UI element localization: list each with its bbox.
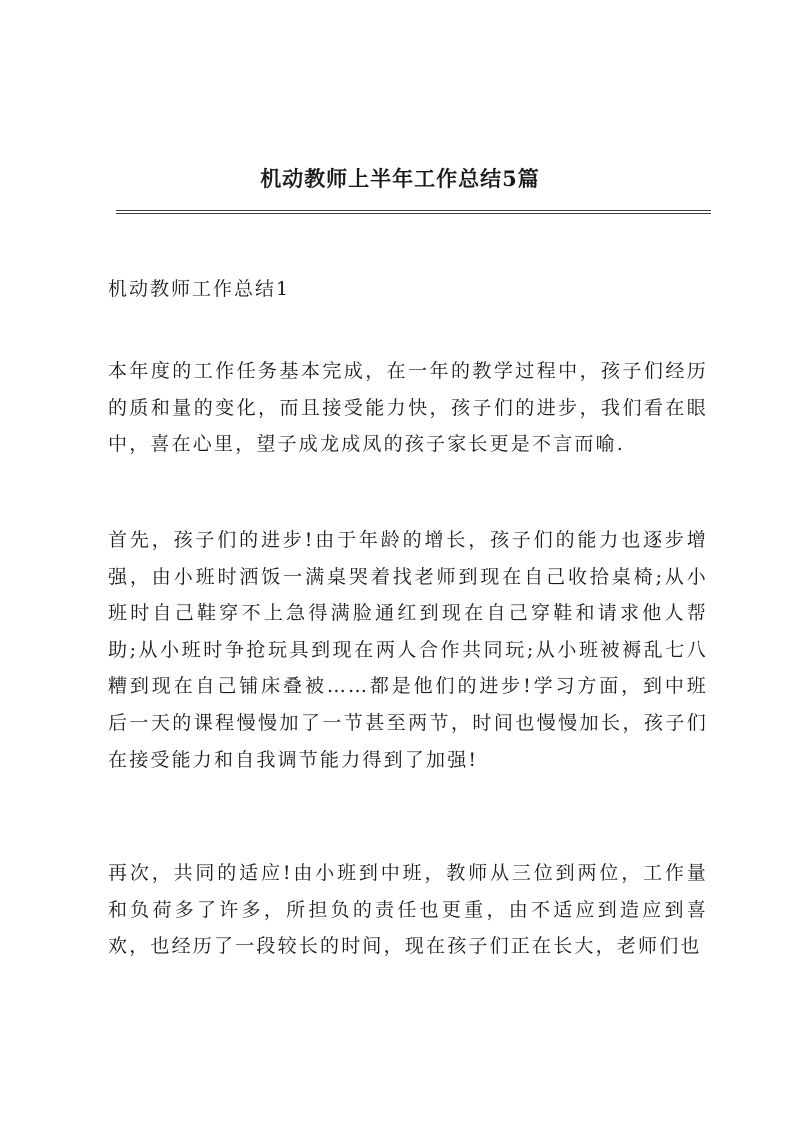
document-title: 机动教师上半年工作总结5篇	[260, 166, 540, 191]
paragraph-intro: 本年度的工作任务基本完成，在一年的教学过程中，孩子们经历的质和量的变化，而且接受能力快，孩子们的进步，我们看在眼中，喜在心里，望子成龙成凤的孩子家长更是不言而喻.	[108, 360, 708, 456]
title-divider	[116, 210, 711, 214]
section-heading: 机动教师工作总结1	[108, 278, 291, 300]
paragraph-adaptation: 再次，共同的适应!由小班到中班，教师从三位到两位，工作量和负荷多了许多，所担负的责任也更重，由不适应到造应到喜欢，也经历了一段较长的时间，现在孩子们正在长大，老师们也	[108, 862, 708, 958]
paragraph-progress: 首先，孩子们的进步!由于年龄的增长，孩子们的能力也逐步增强，由小班时洒饭一满桌哭着找老师到现在自己收拾桌椅;从小班时自己鞋穿不上急得满脸通红到现在自己穿鞋和请求他人帮助;从小班时争抢玩具到现在两人合作共同玩;从小班被褥乱七八糟到现在自己铺床叠被……都是他们的进步!学习方面，到中班后一天的课程慢慢加了一节甚至两节，时间也慢慢加长，孩子们在接受能力和自我调节能力得到了加强!	[108, 529, 708, 771]
